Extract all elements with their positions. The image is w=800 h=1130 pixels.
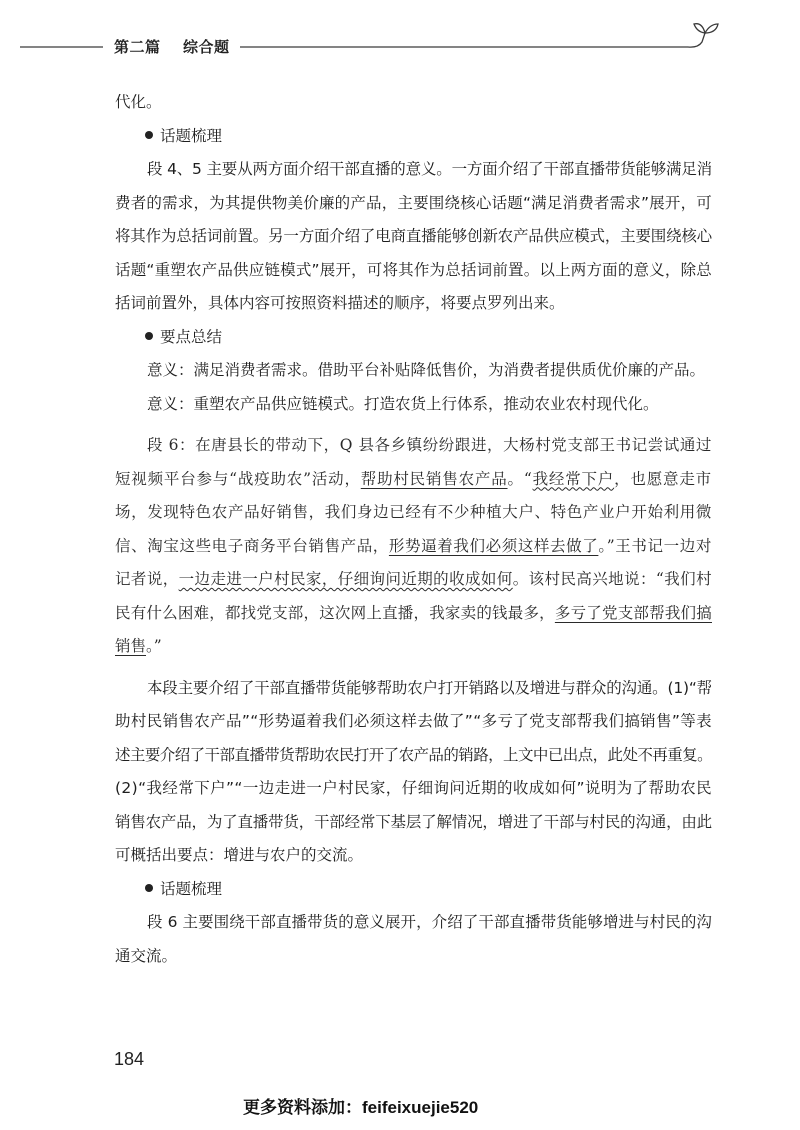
topic-paragraph <box>115 153 712 321</box>
text-line-content <box>115 604 712 622</box>
text-line-content <box>147 913 712 931</box>
page-number: 184 <box>114 1049 145 1069</box>
text-run: 信、淘宝这些电子商务平台销售产品， <box>115 536 389 555</box>
text-run: (2)“我经常下户”“一边走进一户村民家，仔细询问近期的收成如何”说明为了帮助农民 <box>115 779 712 797</box>
underlined-phrase: 形势逼着我们必须这样去做了 <box>388 536 599 555</box>
text-line <box>115 772 712 806</box>
text-line <box>115 153 712 187</box>
text-line-content <box>115 261 712 279</box>
text-line-content <box>147 361 705 379</box>
text-line-content <box>115 779 712 797</box>
analysis-paragraph <box>115 672 712 873</box>
text-line-content <box>115 712 712 730</box>
topic-heading-text: 话题梳理 <box>160 126 223 145</box>
text-line-content <box>115 947 177 965</box>
text-line <box>115 254 712 288</box>
text-line <box>115 739 712 773</box>
text-run: 场，发现特色农产品好销售，我们身边已经有不少种植大户、特色产业户开始利用微 <box>115 503 712 521</box>
text-line <box>115 806 712 840</box>
header-rule <box>0 0 800 70</box>
text-run: 代化。 <box>115 93 162 111</box>
text-line <box>115 839 712 873</box>
summary-heading <box>115 321 712 355</box>
text-line <box>115 220 712 254</box>
text-line-content <box>147 395 659 413</box>
text-line <box>115 287 712 321</box>
text-run: 。“ <box>507 469 533 488</box>
text-line-content <box>115 570 712 588</box>
material-excerpt <box>115 429 712 664</box>
text-line-content <box>147 436 712 454</box>
text-run: 销售农产品，为了直播带货，干部经常下基层了解情况，增进了干部与村民的沟通，由此 <box>115 812 712 831</box>
text-run: 费者的需求，为其提供物美价廉的产品，主要围绕核心话题“满足消费者需求”展开，可 <box>115 193 712 212</box>
text-line-content <box>115 503 712 521</box>
text-run: 民有什么困难，都找党支部，这次网上直播，我家卖的钱最多， <box>115 603 555 622</box>
header-part-label: 第二篇 <box>114 38 161 56</box>
text-line <box>115 630 712 664</box>
text-run: 括词前置外，具体内容可按照资料描述的顺序，将要点罗列出来。 <box>115 294 565 312</box>
text-line <box>115 705 712 739</box>
wavy-underlined-phrase: 一边走进一户村民家，仔细询问近期的收成如何 <box>178 570 513 588</box>
text-run: 话题“重塑农产品供应链模式”展开，可将其作为总括词前置。以上两方面的意义，除总 <box>115 260 712 279</box>
text-run: 述主要介绍了干部直播带货帮助农民打开了农产品的销路，上文中已出点，此处不再重复。 <box>115 745 712 764</box>
text-line-content <box>147 679 712 697</box>
text-line-content <box>115 227 712 245</box>
text-line <box>115 86 712 120</box>
bullet-icon <box>145 884 153 892</box>
text-run: 。”王书记一边对 <box>598 536 712 555</box>
text-line <box>115 940 712 974</box>
text-run: 段 6 主要围绕干部直播带货的意义展开，介绍了干部直播带货能够增进与村民的沟 <box>147 913 712 931</box>
text-run: 本段主要介绍了干部直播带货能够帮助农户打开销路以及增进与群众的沟通。(1)“帮 <box>147 678 712 697</box>
text-line <box>115 187 712 221</box>
topic-paragraph <box>115 906 712 973</box>
header-section-title: 综合题 <box>183 38 230 56</box>
underlined-phrase: 帮助村民销售农产品 <box>360 469 508 488</box>
summary-heading-text: 要点总结 <box>160 327 223 346</box>
underlined-phrase: 多亏了党支部帮我们搞 <box>554 603 712 622</box>
text-line <box>115 563 712 597</box>
text-run: 助村民销售农产品”“形势逼着我们必须这样去做了”“多亏了党支部帮我们搞销售”等表 <box>115 712 712 730</box>
wavy-underlined-phrase: 我经常下户 <box>532 469 615 488</box>
topic-heading <box>115 873 712 907</box>
footer-account: feifeixuejie520 <box>362 1098 479 1117</box>
text-line <box>115 354 712 388</box>
text-line <box>115 496 712 530</box>
text-line <box>115 429 712 463</box>
underlined-phrase: 销售 <box>115 637 147 655</box>
text-line-content <box>115 194 712 212</box>
text-line-content <box>115 746 712 764</box>
text-line-content <box>115 846 363 864</box>
continuation-text <box>115 86 712 120</box>
footer-label: 更多资料添加： <box>243 1098 362 1118</box>
bullet-icon <box>145 332 153 340</box>
text-line <box>115 906 712 940</box>
bullet-icon <box>145 131 153 139</box>
running-header <box>0 0 800 70</box>
text-run: 记者说， <box>115 570 179 588</box>
sprout-icon <box>688 24 718 47</box>
text-line-content <box>115 537 712 555</box>
text-line-content <box>115 93 162 111</box>
text-line-content <box>115 294 565 312</box>
text-run: ，也愿意走市 <box>614 469 712 488</box>
text-line-content <box>115 813 712 831</box>
topic-heading-text: 话题梳理 <box>160 879 223 898</box>
text-line-content <box>115 470 712 488</box>
body-content <box>115 86 712 973</box>
text-line <box>115 597 712 631</box>
text-line-content <box>147 160 712 178</box>
text-run: 意义：重塑农产品供应链模式。打造农货上行体系，推动农业农村现代化。 <box>147 394 659 413</box>
summary-point <box>115 388 712 422</box>
topic-heading <box>115 120 712 154</box>
text-run: 。” <box>146 637 162 655</box>
summary-point <box>115 354 712 388</box>
text-line <box>115 672 712 706</box>
text-line <box>115 530 712 564</box>
text-run: 短视频平台参与“战疫助农”活动， <box>115 469 361 488</box>
text-run: 将其作为总括词前置。另一方面介绍了电商直播能够创新农产品供应模式，主要围绕核心 <box>115 227 712 245</box>
footer-note <box>243 1096 478 1120</box>
text-run: 意义：满足消费者需求。借助平台补贴降低售价，为消费者提供质优价廉的产品。 <box>147 361 706 379</box>
text-run: 可概括出要点：增进与农户的交流。 <box>115 846 364 864</box>
text-run: 通交流。 <box>115 946 178 965</box>
text-line-content <box>115 637 162 655</box>
text-line <box>115 463 712 497</box>
text-line <box>115 388 712 422</box>
text-run: 段 6：在唐县长的带动下，Q 县各乡镇纷纷跟进，大杨村党支部王书记尝试通过 <box>147 436 712 454</box>
text-run: 。该村民高兴地说：“我们村 <box>512 570 712 588</box>
text-run: 段 4、5 主要从两方面介绍干部直播的意义。一方面介绍了干部直播带货能够满足消 <box>147 160 712 178</box>
